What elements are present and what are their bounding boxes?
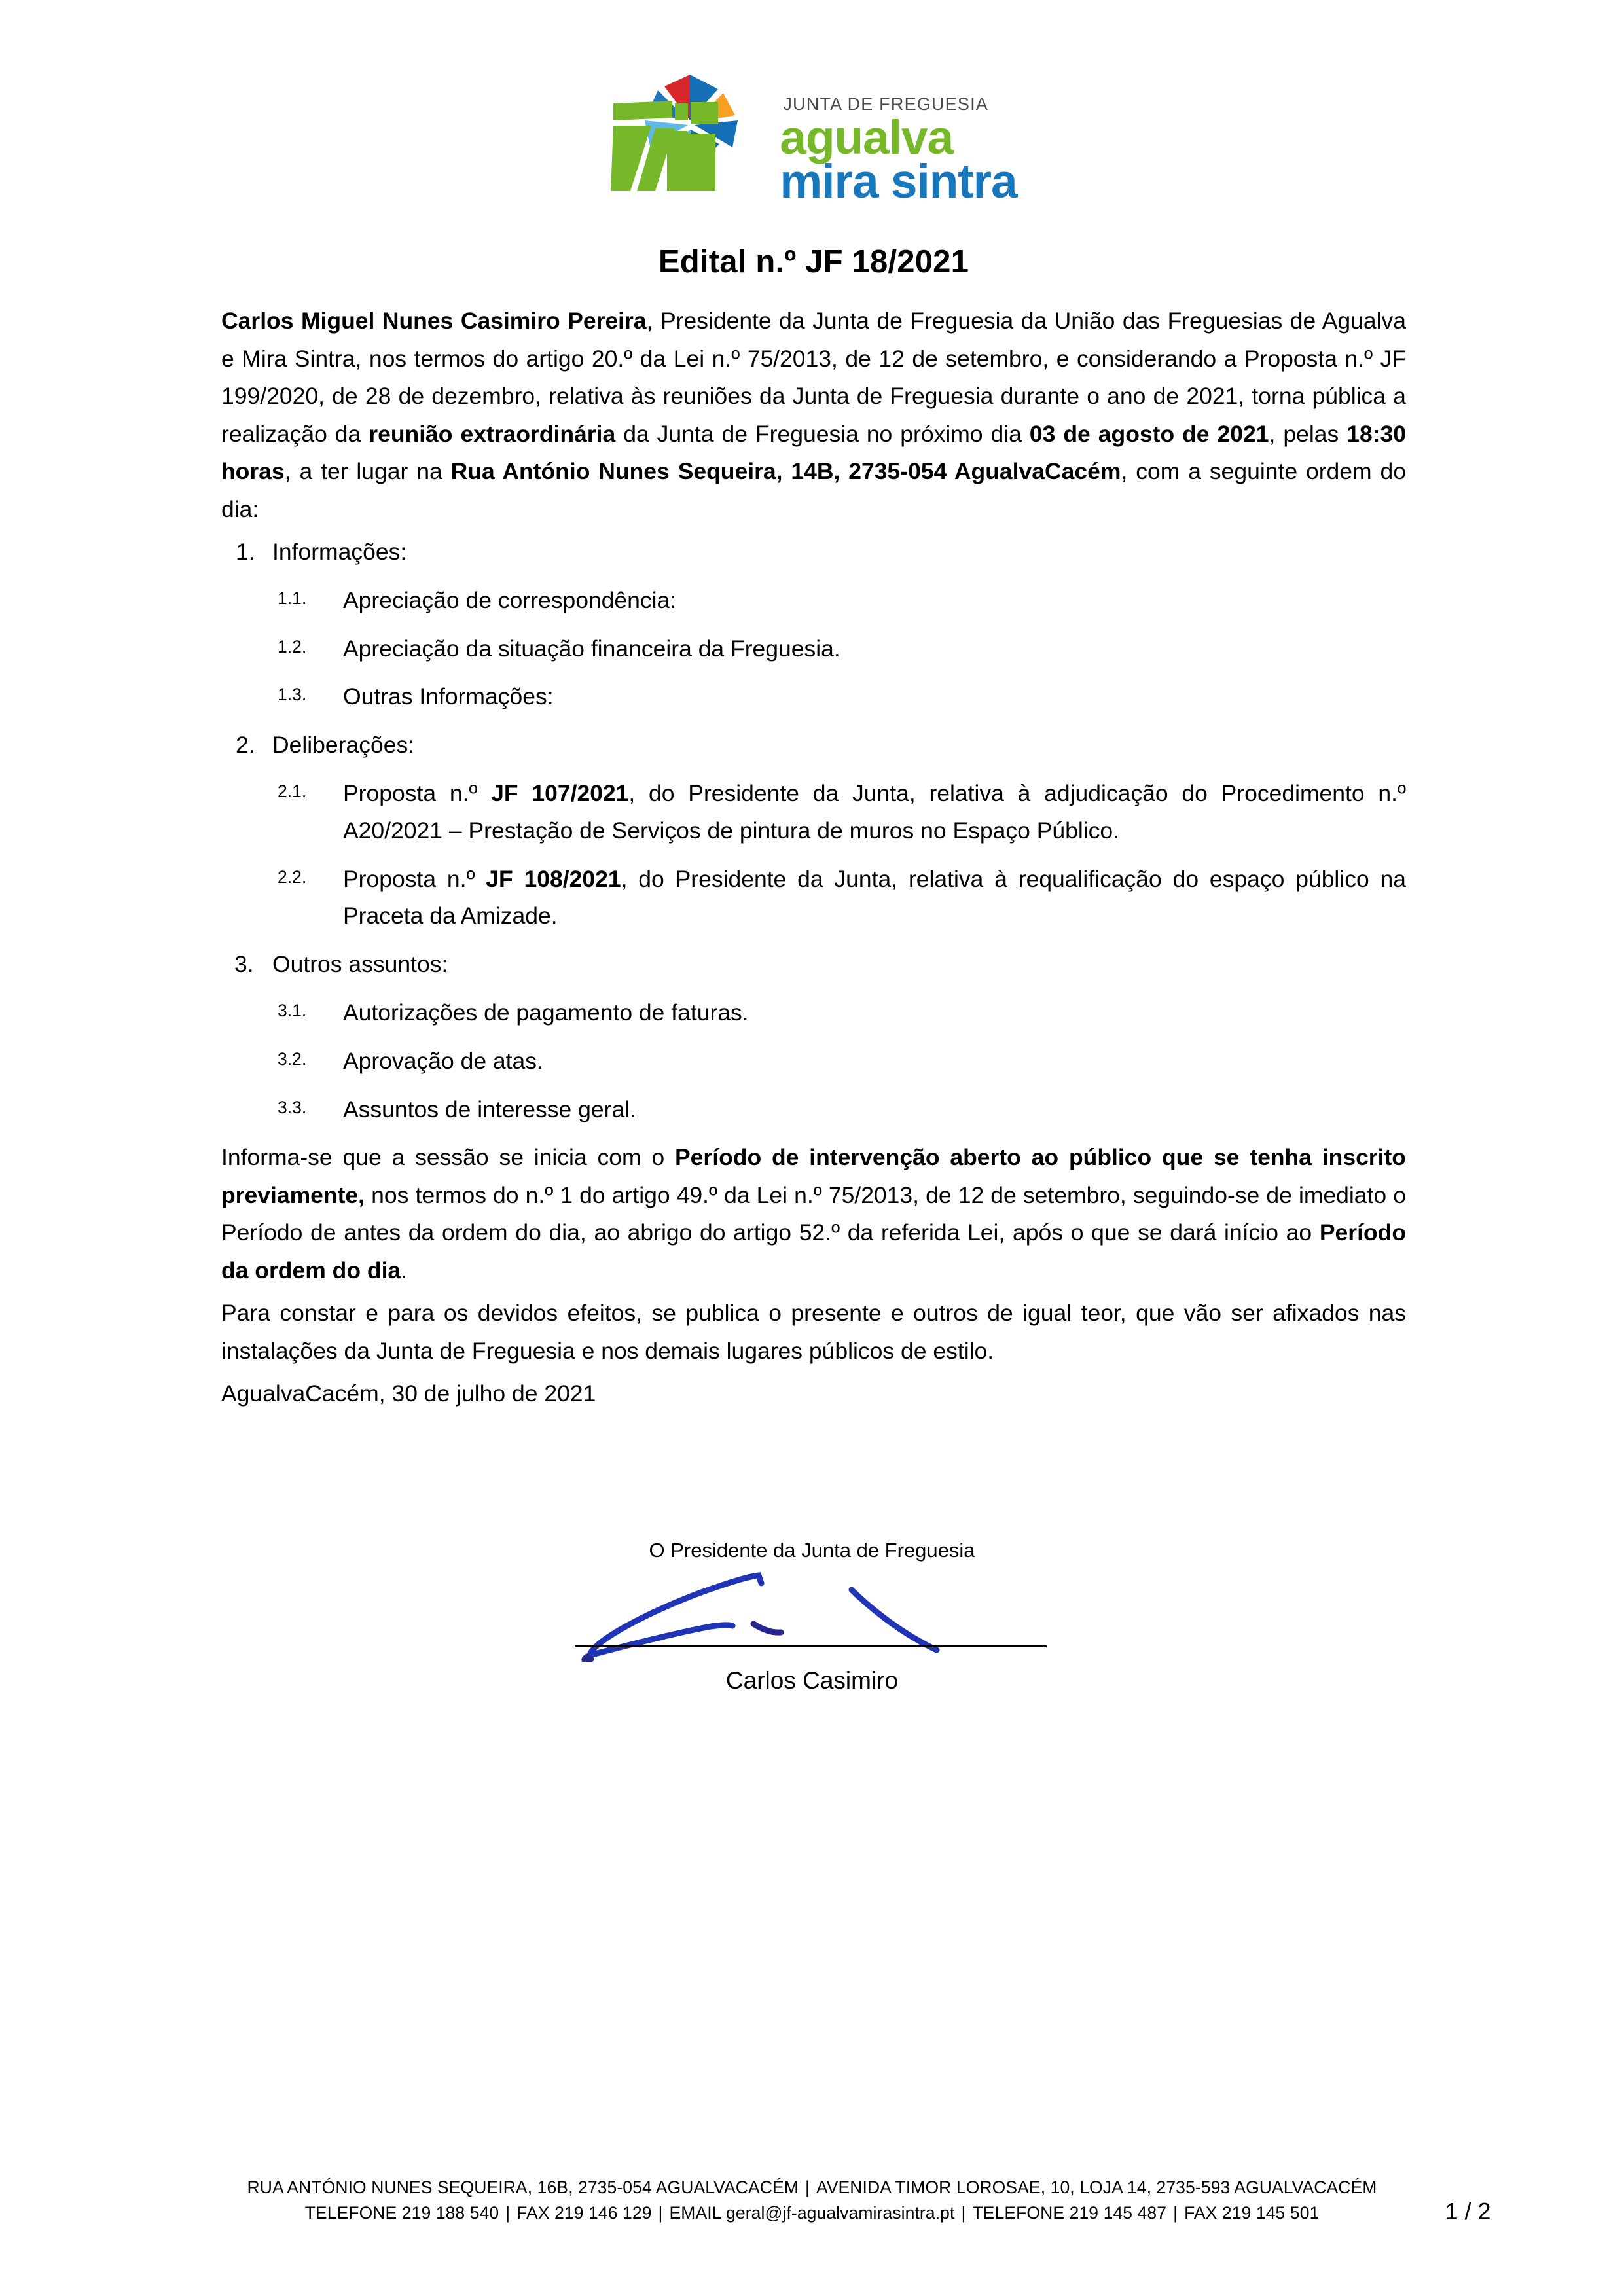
agenda-item-3-1 xyxy=(272,994,1406,1031)
place-date: AgualvaCacém, 30 de julho de 2021 xyxy=(221,1380,596,1407)
president-name: Carlos Miguel Nunes Casimiro Pereira xyxy=(221,308,647,334)
proposal-2-2-prefix: Proposta n.º xyxy=(343,865,486,892)
footer-separator-2: | xyxy=(658,2202,663,2223)
notice-part3: . xyxy=(401,1257,408,1283)
footer-email: EMAIL geral@jf-agualvamirasintra.pt xyxy=(669,2202,955,2223)
notice-part1: Informa-se que a sessão se inicia com o xyxy=(221,1144,675,1171)
proposal-2-1-prefix: Proposta n.º xyxy=(343,780,492,806)
agenda-item-1-2-text: Apreciação da situação financeira da Freguesia. xyxy=(343,635,840,662)
agenda-item-3-2 xyxy=(272,1043,1406,1080)
agenda-sublist-3 xyxy=(272,994,1406,1128)
page-footer xyxy=(0,2175,1624,2225)
agenda-item-2-2-number: 2.2. xyxy=(278,867,307,887)
logo-kicker: JUNTA DE FREGUESIA xyxy=(783,94,989,114)
agenda-item-2-1-number: 2.1. xyxy=(278,781,307,801)
closing-paragraph: Para constar e para os devidos efeitos, se publica o presente e outros de igual teor, que vão ser afixados nas instalações da Junta de Freguesia e nos demais lugares públicos de estilo. xyxy=(221,1300,1406,1364)
signatory-name: Carlos Casimiro xyxy=(725,1667,899,1695)
notice-bold-agenda-period: Período da ordem do dia xyxy=(221,1219,1406,1283)
proposal-2-2-suffix: , do Presidente da Junta, relativa à requalificação do espaço público na Praceta da Amizade. xyxy=(343,865,1406,929)
agenda-item-3 xyxy=(221,946,1406,1128)
agenda-item-1-label: Informações: xyxy=(272,539,407,565)
signature-rule xyxy=(575,1645,1047,1647)
intro-part4: , a ter lugar na xyxy=(284,458,451,484)
meeting-date: 03 de agosto de 2021 xyxy=(1029,420,1269,447)
agenda-item-1-3 xyxy=(272,678,1406,715)
meeting-time: 18:30 horas xyxy=(221,420,1406,484)
intro-part1: , Presidente da Junta de Freguesia da União das Freguesias de Agualva e Mira Sintra, nos termos do artigo 20.º da Lei n.º 75/2013, de 12 de setembro, e considerando a Proposta n.º JF 199/2020, de 28 de dezembro, relativa às reuniões da Junta de Freguesia durante o ano de 2021, torna pública a realização da xyxy=(221,308,1406,447)
intro-paragraph xyxy=(221,302,1406,528)
footer-separator-4: | xyxy=(1173,2202,1178,2223)
intro-part2: da Junta de Freguesia no próximo dia xyxy=(615,420,1030,447)
footer-fax-2: FAX 219 145 501 xyxy=(1184,2202,1320,2223)
agenda-item-1-2 xyxy=(272,630,1406,668)
footer-separator: | xyxy=(804,2178,810,2198)
footer-phone-1: TELEFONE 219 188 540 xyxy=(304,2202,499,2223)
agenda-item-3-3-text: Assuntos de interesse geral. xyxy=(343,1096,636,1122)
footer-address-2: AVENIDA TIMOR LOROSAE, 10, LOJA 14, 2735-593 AGUALVACACÉM xyxy=(816,2178,1377,2198)
meeting-address: Rua António Nunes Sequeira, 14B, 2735-054 AgualvaCacém xyxy=(450,458,1121,484)
agenda-item-3-3-number: 3.3. xyxy=(278,1097,307,1117)
page-title: Edital n.º JF 18/2021 xyxy=(658,244,969,279)
organization-logo xyxy=(0,51,1624,209)
intro-part5: , com a seguinte ordem do dia: xyxy=(221,458,1406,522)
agenda-item-1-number: 1. xyxy=(236,539,255,565)
footer-separator-3: | xyxy=(961,2202,966,2223)
agenda-item-3-3 xyxy=(272,1091,1406,1128)
proposal-2-2-ref: JF 108/2021 xyxy=(486,865,621,892)
footer-separator-1: | xyxy=(505,2202,511,2223)
agenda-list xyxy=(221,533,1406,1128)
intro-part3: , pelas xyxy=(1269,420,1347,447)
signature-area xyxy=(570,1564,1055,1662)
agenda-item-1-3-number: 1.3. xyxy=(278,685,307,705)
agenda-item-1 xyxy=(221,533,1406,715)
agenda-item-1-1 xyxy=(272,582,1406,619)
document-body xyxy=(221,243,1406,1418)
agenda-item-2-1 xyxy=(272,775,1406,850)
footer-fax-1: FAX 219 146 129 xyxy=(516,2202,652,2223)
agenda-item-2-1-text xyxy=(343,775,1406,850)
agenda-sublist-1 xyxy=(272,582,1406,715)
agenda-item-1-2-number: 1.2. xyxy=(278,636,307,656)
agenda-item-2-label: Deliberações: xyxy=(272,732,415,759)
notice-paragraph xyxy=(221,1139,1406,1289)
agenda-item-3-2-number: 3.2. xyxy=(278,1049,307,1069)
footer-phone-2: TELEFONE 219 145 487 xyxy=(972,2202,1167,2223)
agenda-item-2-2-text xyxy=(343,861,1406,935)
agenda-item-2-number: 2. xyxy=(236,732,255,759)
agenda-item-3-label: Outros assuntos: xyxy=(272,951,448,978)
meeting-type: reunião extraordinária xyxy=(369,420,616,447)
agenda-item-1-3-text: Outras Informações: xyxy=(343,683,554,710)
proposal-2-1-ref: JF 107/2021 xyxy=(491,780,629,806)
notice-bold-public-period: Período de intervenção aberto ao público que se tenha inscrito previamente, xyxy=(221,1144,1406,1208)
footer-address-1: RUA ANTÓNIO NUNES SEQUEIRA, 16B, 2735-054 AGUALVACACÉM xyxy=(247,2178,799,2198)
logo-name-mira-sintra: mira sintra xyxy=(780,155,1017,209)
agenda-item-2 xyxy=(221,726,1406,935)
agenda-item-3-2-text: Aprovação de atas. xyxy=(343,1047,543,1074)
agenda-sublist-2 xyxy=(272,775,1406,935)
agenda-item-3-1-text: Autorizações de pagamento de faturas. xyxy=(343,999,749,1026)
page-number: 1 / 2 xyxy=(1445,2198,1491,2225)
notice-part2: nos termos do n.º 1 do artigo 49.º da Lei n.º 75/2013, de 12 de setembro, seguindo-se de imediato o Período de antes da ordem do dia, ao abrigo do artigo 52.º da referida Lei, após o que se dará início ao xyxy=(221,1181,1406,1246)
agenda-item-1-1-text: Apreciação de correspondência: xyxy=(343,586,677,613)
pinwheel-logo-icon xyxy=(607,60,770,194)
footer-addresses xyxy=(161,2175,1464,2200)
agenda-item-3-number: 3. xyxy=(234,951,254,978)
signature-caption: O Presidente da Junta de Freguesia xyxy=(649,1539,975,1562)
agenda-item-3-1-number: 3.1. xyxy=(278,1000,307,1020)
logo-name-agualva: agualva xyxy=(780,111,954,164)
signature-block xyxy=(0,1538,1624,1695)
footer-contacts xyxy=(161,2200,1464,2225)
agenda-item-2-2 xyxy=(272,861,1406,935)
agenda-item-1-1-number: 1.1. xyxy=(278,588,307,608)
proposal-2-1-suffix: , do Presidente da Junta, relativa à adjudicação do Procedimento n.º A20/2021 – Prestação de Serviços de pintura de muros no Espaço Público. xyxy=(343,780,1406,844)
